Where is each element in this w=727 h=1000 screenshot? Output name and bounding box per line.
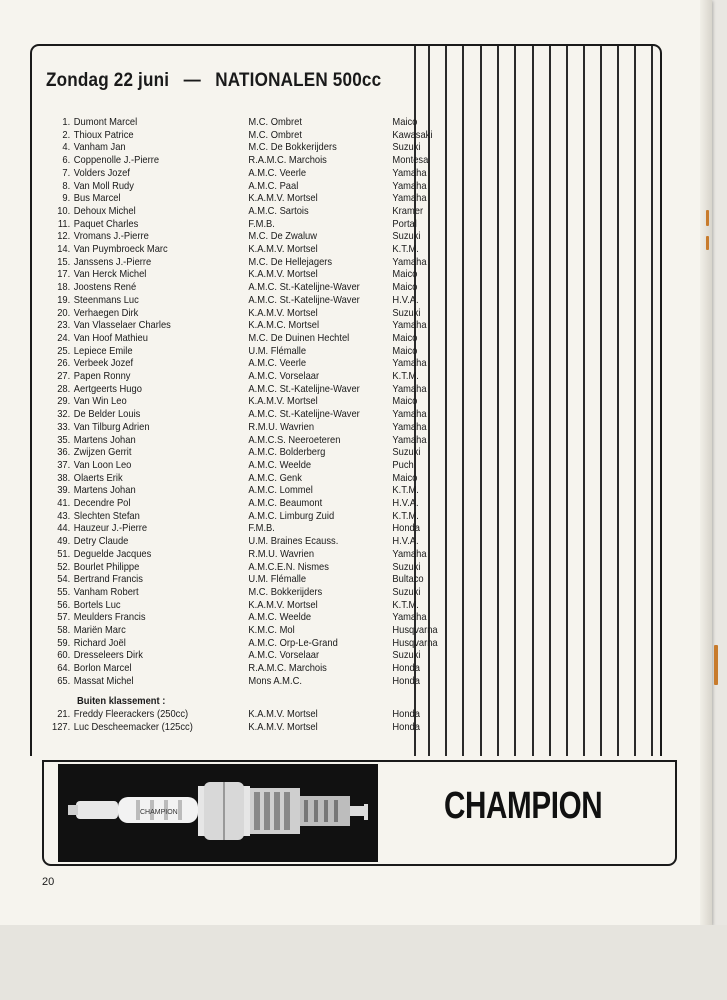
- rider-club: A.M.C. St.-Katelijne-Waver: [248, 383, 360, 395]
- rider-name: Janssens J.-Pierre: [73, 256, 152, 268]
- rider-position: 19.: [57, 294, 71, 306]
- rider-club: R.M.U. Wavrien: [248, 548, 315, 560]
- bike-make: Suzuki: [392, 142, 421, 154]
- rider-name: Papen Ronny: [73, 371, 131, 382]
- rider-position: 36.: [57, 447, 71, 459]
- rider-name: Detry Claude: [73, 536, 129, 548]
- rider-position: 33.: [57, 421, 71, 433]
- rider-club: R.A.M.C. Marchois: [248, 155, 327, 167]
- rider-position: 4.: [62, 142, 71, 154]
- rider-club: A.M.C. Vorselaar: [248, 371, 320, 382]
- rider-club: K.A.M.V. Mortsel: [248, 599, 318, 611]
- rider-club: A.M.C. Limburg Zuid: [248, 510, 335, 522]
- bike-make: Kramer: [392, 205, 424, 217]
- rider-club: K.A.M.V. Mortsel: [248, 709, 318, 720]
- grid-line: [445, 46, 447, 756]
- rider-position: 64.: [57, 663, 71, 675]
- bike-make: Honda: [392, 721, 420, 733]
- rider-position: 15.: [57, 256, 71, 268]
- bike-make: Yamaha: [392, 612, 427, 624]
- rider-name: Verbeek Jozef: [73, 358, 134, 370]
- bike-make: Suzuki: [392, 561, 421, 573]
- rider-name: Vromans J.-Pierre: [73, 231, 149, 243]
- staple-mark: [706, 210, 709, 226]
- rider-position: 25.: [57, 345, 71, 357]
- rider-position: 32.: [57, 409, 71, 421]
- rider-name: Massat Michel: [73, 675, 134, 687]
- bike-make: Yamaha: [392, 434, 427, 446]
- grid-line: [583, 46, 585, 756]
- rider-position: 49.: [57, 536, 71, 548]
- bike-make: Maico: [392, 332, 418, 344]
- bike-make: K.T.M.: [392, 510, 419, 522]
- rider-name: Meulders Francis: [73, 612, 146, 624]
- rider-position: 54.: [57, 574, 71, 586]
- rider-position: 2.: [62, 129, 71, 141]
- bike-make: Suzuki: [392, 650, 421, 662]
- rider-name: Richard Joël: [73, 637, 126, 649]
- rider-name: Hauzeur J.-Pierre: [73, 523, 148, 535]
- rider-club: A.M.C. St.-Katelijne-Waver: [248, 294, 360, 306]
- bike-make: Montesa: [392, 155, 429, 167]
- rider-club: F.M.B.: [248, 218, 275, 230]
- bike-make: Maico: [392, 396, 418, 408]
- bike-make: Husqvarna: [392, 625, 438, 636]
- rider-position: 57.: [57, 612, 71, 624]
- rider-position: 12.: [57, 231, 71, 243]
- rider-position: 23.: [57, 320, 71, 332]
- bike-make: Yamaha: [392, 180, 427, 192]
- grid-line: [617, 46, 619, 756]
- rider-position: 58.: [57, 625, 71, 636]
- bike-make: H.V.A.: [392, 536, 419, 548]
- rider-club: A.M.C. Veerle: [248, 167, 307, 179]
- bike-make: Honda: [392, 663, 420, 675]
- rider-name: Bus Marcel: [73, 193, 121, 205]
- grid-line: [532, 46, 534, 756]
- staple-mark: [706, 236, 709, 250]
- bike-make: Maico: [392, 282, 418, 294]
- rider-name: Van Herck Michel: [73, 269, 147, 281]
- rider-name: Dresseleers Dirk: [73, 650, 143, 662]
- rider-position: 44.: [57, 523, 71, 535]
- title-category: NATIONALEN 500cc: [215, 70, 382, 91]
- grid-line: [634, 46, 636, 756]
- rider-name: Van Hoof Mathieu: [73, 332, 148, 344]
- rider-club: F.M.B.: [248, 523, 275, 535]
- advert-image-panel: [58, 764, 378, 862]
- grid-line: [549, 46, 551, 756]
- bike-make: Yamaha: [392, 167, 427, 179]
- grid-line: [566, 46, 568, 756]
- rider-position: 8.: [62, 180, 71, 192]
- rider-club: A.M.C. Lommel: [248, 485, 313, 497]
- bike-make: Maico: [392, 117, 418, 128]
- rider-name: Thioux Patrice: [73, 129, 134, 141]
- rider-position: 51.: [57, 548, 71, 560]
- bike-make: K.T.M.: [392, 244, 419, 255]
- grid-line: [480, 46, 482, 756]
- bike-make: K.T.M.: [392, 599, 419, 611]
- bike-make: Puch: [392, 459, 414, 471]
- rider-position: 18.: [57, 282, 71, 294]
- rider-name: Decendre Pol: [73, 498, 131, 509]
- rider-club: M.C. De Hellejagers: [248, 256, 333, 268]
- score-grid: [414, 46, 664, 756]
- bike-make: Suzuki: [392, 307, 421, 319]
- grid-line: [462, 46, 464, 756]
- rider-club: A.M.C. Orp-Le-Grand: [248, 637, 338, 649]
- rider-club: Mons A.M.C.: [248, 675, 302, 687]
- rider-name: Martens Johan: [73, 434, 136, 446]
- rider-club: K.A.M.V. Mortsel: [248, 244, 318, 255]
- page-binding: [700, 0, 712, 925]
- rider-position: 28.: [57, 383, 71, 395]
- rider-position: 21.: [57, 709, 71, 720]
- rider-club: K.A.M.V. Mortsel: [248, 721, 318, 733]
- rider-position: 59.: [57, 637, 71, 649]
- rider-position: 7.: [62, 167, 71, 179]
- rider-name: Dumont Marcel: [73, 117, 138, 128]
- rider-club: K.A.M.C. Mortsel: [248, 320, 320, 332]
- rider-name: De Belder Louis: [73, 409, 141, 421]
- background-surface: [0, 925, 727, 1000]
- rider-club: A.M.C. Paal: [248, 180, 299, 192]
- bike-make: Yamaha: [392, 193, 427, 205]
- bike-make: Suzuki: [392, 447, 421, 459]
- rider-club: A.M.C. Sartois: [248, 205, 309, 217]
- rider-position: 65.: [57, 675, 71, 687]
- rider-name: Paquet Charles: [73, 218, 139, 230]
- rider-club: M.C. De Zwaluw: [248, 231, 317, 243]
- rider-club: A.M.C. Vorselaar: [248, 650, 320, 662]
- plug-brand-text: CHAMPION: [140, 809, 178, 816]
- rider-position: 43.: [57, 510, 71, 522]
- rider-name: Van Vlasselaer Charles: [73, 320, 171, 332]
- bike-make: Yamaha: [392, 421, 427, 433]
- grid-line: [600, 46, 602, 756]
- rider-position: 24.: [57, 332, 71, 344]
- rider-position: 127.: [51, 721, 71, 733]
- bike-make: Yamaha: [392, 256, 427, 268]
- bike-make: Maico: [392, 472, 418, 484]
- bike-make: Yamaha: [392, 548, 427, 560]
- rider-name: Borlon Marcel: [73, 663, 132, 675]
- bike-make: H.V.A.: [392, 294, 419, 306]
- rider-club: M.C. Ombret: [248, 117, 302, 128]
- rider-position: 35.: [57, 434, 71, 446]
- bike-make: Maico: [392, 269, 418, 281]
- page-title: [46, 70, 381, 92]
- rider-name: Luc Descheemacker (125cc): [73, 721, 193, 733]
- rider-club: A.M.C. Weelde: [248, 459, 312, 471]
- rider-position: 6.: [62, 155, 71, 167]
- bike-make: Suzuki: [392, 231, 421, 243]
- bike-make: Honda: [392, 523, 420, 535]
- bike-make: Yamaha: [392, 383, 427, 395]
- bike-make: Yamaha: [392, 409, 427, 421]
- rider-name: Deguelde Jacques: [73, 548, 152, 560]
- rider-club: K.M.C. Mol: [248, 625, 295, 636]
- rider-club: U.M. Flémalle: [248, 574, 307, 586]
- rider-name: Dehoux Michel: [73, 205, 136, 217]
- rider-position: 60.: [57, 650, 71, 662]
- rider-name: Olaerts Erik: [73, 472, 123, 484]
- rider-position: 52.: [57, 561, 71, 573]
- rider-club: R.M.U. Wavrien: [248, 421, 315, 433]
- rider-position: 9.: [62, 193, 71, 205]
- rider-position: 38.: [57, 472, 71, 484]
- rider-name: Freddy Fleerackers (250cc): [73, 709, 189, 720]
- rider-club: K.A.M.V. Mortsel: [248, 193, 318, 205]
- bike-make: H.V.A.: [392, 498, 419, 509]
- rider-name: Vanham Jan: [73, 142, 126, 154]
- rider-club: K.A.M.V. Mortsel: [248, 396, 318, 408]
- rider-name: Bortels Luc: [73, 599, 121, 611]
- rider-club: M.C. Bokkerijders: [248, 586, 323, 598]
- spark-plug-icon: [58, 764, 378, 862]
- rider-club: A.M.C. Weelde: [248, 612, 312, 624]
- rider-name: Zwijzen Gerrit: [73, 447, 132, 459]
- rider-name: Van Tilburg Adrien: [73, 421, 150, 433]
- rider-club: M.C. De Bokkerijders: [248, 142, 337, 154]
- rider-name: Bourlet Philippe: [73, 561, 140, 573]
- rider-position: 10.: [57, 205, 71, 217]
- rider-position: 20.: [57, 307, 71, 319]
- rider-name: Mariën Marc: [73, 625, 126, 636]
- grid-line: [497, 46, 499, 756]
- rider-name: Joostens René: [73, 282, 137, 294]
- bike-make: Yamaha: [392, 320, 427, 332]
- rider-name: Slechten Stefan: [73, 510, 140, 522]
- rider-position: 29.: [57, 396, 71, 408]
- rider-club: U.M. Braines Ecauss.: [248, 536, 339, 548]
- rider-position: 17.: [57, 269, 71, 281]
- page-number: 20: [42, 876, 55, 888]
- rider-name: Aertgeerts Hugo: [73, 383, 142, 395]
- rider-club: K.A.M.V. Mortsel: [248, 269, 318, 281]
- rider-club: M.C. De Duinen Hechtel: [248, 332, 350, 344]
- bike-make: Kawasaki: [392, 129, 433, 141]
- rider-name: Van Moll Rudy: [73, 180, 134, 192]
- rider-name: Lepiece Emile: [73, 345, 133, 357]
- rider-position: 1.: [62, 117, 71, 128]
- grid-line: [651, 46, 653, 756]
- rider-club: A.M.C.S. Neeroeteren: [248, 434, 341, 446]
- rider-club: A.M.C. Beaumont: [248, 498, 323, 509]
- rider-club: M.C. Ombret: [248, 129, 302, 141]
- rider-name: Coppenolle J.-Pierre: [73, 155, 160, 167]
- rider-position: 27.: [57, 371, 71, 382]
- bike-make: Suzuki: [392, 586, 421, 598]
- bike-make: K.T.M.: [392, 485, 419, 497]
- rider-position: 26.: [57, 358, 71, 370]
- bike-make: K.T.M.: [392, 371, 419, 382]
- rider-club: K.A.M.V. Mortsel: [248, 307, 318, 319]
- rider-position: 41.: [57, 498, 71, 509]
- rider-position: 14.: [57, 244, 71, 255]
- rider-name: Van Loon Leo: [73, 459, 132, 471]
- rider-club: A.M.C. Bolderberg: [248, 447, 326, 459]
- rider-club: A.M.C. St.-Katelijne-Waver: [248, 409, 360, 421]
- bike-make: Honda: [392, 675, 420, 687]
- rider-name: Martens Johan: [73, 485, 136, 497]
- rider-position: 55.: [57, 586, 71, 598]
- bike-make: Husqvarna: [392, 637, 438, 649]
- rider-name: Vanham Robert: [73, 586, 139, 598]
- rider-name: Volders Jozef: [73, 167, 130, 179]
- bike-make: Maico: [392, 345, 418, 357]
- bike-make: Bultaco: [392, 574, 424, 586]
- outside-classification-heading: Buiten klassement :: [77, 696, 166, 707]
- rider-name: Bertrand Francis: [73, 574, 143, 586]
- rider-name: Verhaegen Dirk: [73, 307, 139, 319]
- bike-make: Portal: [392, 218, 417, 230]
- rider-position: 56.: [57, 599, 71, 611]
- bike-make: Honda: [392, 709, 420, 720]
- rider-name: Van Win Leo: [73, 396, 127, 408]
- grid-line: [514, 46, 516, 756]
- title-dash: —: [183, 70, 201, 91]
- rider-position: 11.: [57, 218, 71, 230]
- rider-club: A.M.C. St.-Katelijne-Waver: [248, 282, 360, 294]
- rider-club: A.M.C. Genk: [248, 472, 302, 484]
- rider-club: A.M.C.E.N. Nismes: [248, 561, 329, 573]
- rider-club: U.M. Flémalle: [248, 345, 307, 357]
- rider-position: 39.: [57, 485, 71, 497]
- staple-mark: [714, 645, 718, 685]
- rider-club: R.A.M.C. Marchois: [248, 663, 327, 675]
- rider-name: Van Puymbroeck Marc: [73, 244, 168, 255]
- rider-club: A.M.C. Veerle: [248, 358, 307, 370]
- title-day: Zondag 22 juni: [46, 70, 170, 91]
- rider-position: 37.: [57, 459, 71, 471]
- advert-brand: CHAMPION: [444, 785, 603, 827]
- rider-name: Steenmans Luc: [73, 294, 139, 306]
- bike-make: Yamaha: [392, 358, 427, 370]
